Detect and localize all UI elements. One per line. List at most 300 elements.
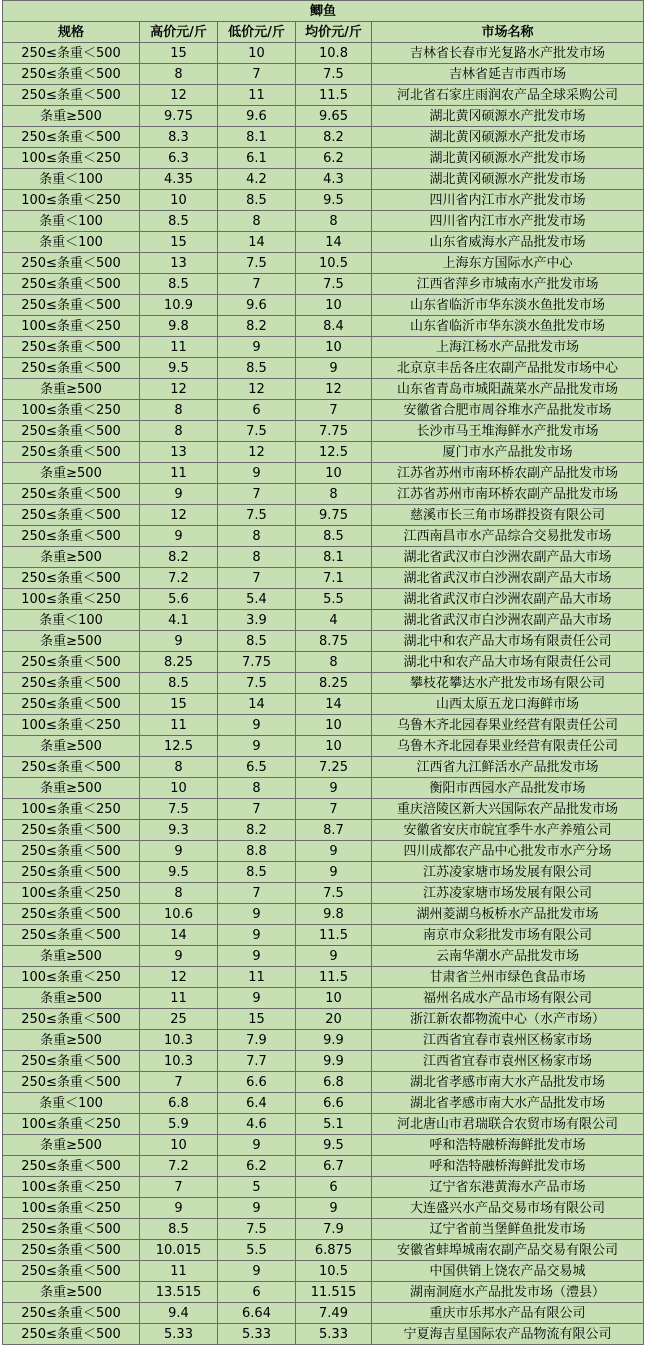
cell-spec: 条重≥500 — [3, 946, 140, 967]
cell-market-name: 河北省石家庄雨润农产品全球采购公司 — [372, 85, 644, 106]
cell-avg-price: 5.1 — [296, 1114, 372, 1135]
cell-avg-price: 9.75 — [296, 505, 372, 526]
cell-high-price: 9 — [140, 946, 218, 967]
cell-low-price: 9 — [218, 1135, 296, 1156]
cell-low-price: 9 — [218, 925, 296, 946]
cell-spec: 250≤条重＜500 — [3, 274, 140, 295]
cell-market-name: 呼和浩特融桥海鲜批发市场 — [372, 1135, 644, 1156]
cell-market-name: 上海东方国际水产中心 — [372, 253, 644, 274]
cell-spec: 250≤条重＜500 — [3, 673, 140, 694]
cell-avg-price: 7.49 — [296, 1303, 372, 1324]
table-row — [3, 967, 644, 988]
table-row — [3, 358, 644, 379]
table-row — [3, 379, 644, 400]
table-row — [3, 988, 644, 1009]
cell-high-price: 8.5 — [140, 274, 218, 295]
cell-avg-price: 10.5 — [296, 253, 372, 274]
cell-low-price: 8 — [218, 547, 296, 568]
cell-market-name: 湖北中和农产品大市场有限责任公司 — [372, 652, 644, 673]
table-row — [3, 1198, 644, 1219]
cell-low-price: 6 — [218, 400, 296, 421]
cell-market-name: 宁夏海吉星国际农产品物流有限公司 — [372, 1324, 644, 1345]
table-row — [3, 778, 644, 799]
cell-low-price: 6.2 — [218, 1156, 296, 1177]
cell-avg-price: 8.2 — [296, 127, 372, 148]
table-row — [3, 946, 644, 967]
table-row — [3, 463, 644, 484]
cell-market-name: 湖北省孝感市南大水产品批发市场 — [372, 1072, 644, 1093]
cell-avg-price: 6 — [296, 1177, 372, 1198]
cell-high-price: 25 — [140, 1009, 218, 1030]
cell-low-price: 7.5 — [218, 673, 296, 694]
cell-market-name: 乌鲁木齐北园春果业经营有限责任公司 — [372, 715, 644, 736]
cell-market-name: 湖北省武汉市白沙洲农副产品大市场 — [372, 589, 644, 610]
cell-low-price: 8.8 — [218, 841, 296, 862]
cell-spec: 100≤条重＜250 — [3, 715, 140, 736]
cell-spec: 条重≥500 — [3, 778, 140, 799]
cell-high-price: 9 — [140, 526, 218, 547]
cell-high-price: 10.9 — [140, 295, 218, 316]
table-row — [3, 526, 644, 547]
cell-avg-price: 9 — [296, 778, 372, 799]
cell-high-price: 7 — [140, 1177, 218, 1198]
cell-avg-price: 10 — [296, 988, 372, 1009]
cell-low-price: 8.2 — [218, 316, 296, 337]
cell-low-price: 9 — [218, 904, 296, 925]
cell-market-name: 安徽省安庆市皖宜季牛水产养殖公司 — [372, 820, 644, 841]
cell-high-price: 7.2 — [140, 1156, 218, 1177]
cell-high-price: 6.8 — [140, 1093, 218, 1114]
cell-market-name: 江西省九江鲜活水产品批发市场 — [372, 757, 644, 778]
cell-market-name: 湖北中和农产品大市场有限责任公司 — [372, 631, 644, 652]
cell-avg-price: 8.4 — [296, 316, 372, 337]
cell-market-name: 重庆市乐邦水产品有限公司 — [372, 1303, 644, 1324]
cell-low-price: 4.2 — [218, 169, 296, 190]
cell-high-price: 8.5 — [140, 211, 218, 232]
cell-low-price: 6.1 — [218, 148, 296, 169]
cell-market-name: 江苏省苏州市南环桥农副产品批发市场 — [372, 463, 644, 484]
cell-high-price: 8 — [140, 883, 218, 904]
cell-avg-price: 5.5 — [296, 589, 372, 610]
cell-spec: 250≤条重＜500 — [3, 1303, 140, 1324]
table-row — [3, 841, 644, 862]
cell-low-price: 11 — [218, 85, 296, 106]
cell-market-name: 呼和浩特融桥海鲜批发市场 — [372, 1156, 644, 1177]
cell-spec: 条重＜100 — [3, 1093, 140, 1114]
cell-market-name: 山东省临沂市华东淡水鱼批发市场 — [372, 295, 644, 316]
cell-avg-price: 10.8 — [296, 43, 372, 64]
cell-low-price: 6 — [218, 1282, 296, 1303]
cell-spec: 250≤条重＜500 — [3, 1072, 140, 1093]
table-row — [3, 421, 644, 442]
cell-high-price: 9.4 — [140, 1303, 218, 1324]
cell-low-price: 9 — [218, 736, 296, 757]
table-row — [3, 1114, 644, 1135]
cell-avg-price: 7 — [296, 400, 372, 421]
cell-low-price: 9 — [218, 1198, 296, 1219]
cell-avg-price: 8.1 — [296, 547, 372, 568]
table-title: 鲫鱼 — [3, 1, 644, 22]
cell-high-price: 9 — [140, 841, 218, 862]
cell-low-price: 7.5 — [218, 505, 296, 526]
table-row — [3, 589, 644, 610]
table-row — [3, 1240, 644, 1261]
cell-low-price: 7 — [218, 568, 296, 589]
table-row — [3, 169, 644, 190]
cell-avg-price: 8.25 — [296, 673, 372, 694]
table-row — [3, 1156, 644, 1177]
cell-high-price: 11 — [140, 715, 218, 736]
table-row — [3, 736, 644, 757]
cell-spec: 250≤条重＜500 — [3, 43, 140, 64]
cell-avg-price: 8 — [296, 484, 372, 505]
table-row — [3, 190, 644, 211]
cell-avg-price: 9 — [296, 358, 372, 379]
cell-market-name: 湖北省武汉市白沙洲农副产品大市场 — [372, 610, 644, 631]
cell-low-price: 7.7 — [218, 1051, 296, 1072]
cell-spec: 250≤条重＜500 — [3, 337, 140, 358]
cell-market-name: 吉林省长春市光复路水产批发市场 — [372, 43, 644, 64]
cell-low-price: 5 — [218, 1177, 296, 1198]
cell-spec: 250≤条重＜500 — [3, 925, 140, 946]
cell-high-price: 11 — [140, 1261, 218, 1282]
cell-avg-price: 7.9 — [296, 1219, 372, 1240]
cell-market-name: 山东省青岛市城阳蔬菜水产品批发市场 — [372, 379, 644, 400]
cell-low-price: 14 — [218, 232, 296, 253]
cell-spec: 条重≥500 — [3, 736, 140, 757]
table-row — [3, 1051, 644, 1072]
cell-high-price: 8 — [140, 757, 218, 778]
cell-market-name: 北京京丰岳各庄农副产品批发市场中心 — [372, 358, 644, 379]
cell-low-price: 8.1 — [218, 127, 296, 148]
cell-avg-price: 5.33 — [296, 1324, 372, 1345]
cell-low-price: 10 — [218, 43, 296, 64]
cell-avg-price: 14 — [296, 232, 372, 253]
table-row — [3, 400, 644, 421]
cell-low-price: 12 — [218, 442, 296, 463]
cell-high-price: 7 — [140, 1072, 218, 1093]
cell-avg-price: 8.5 — [296, 526, 372, 547]
table-row — [3, 1030, 644, 1051]
cell-low-price: 7.75 — [218, 652, 296, 673]
cell-low-price: 15 — [218, 1009, 296, 1030]
cell-avg-price: 9.9 — [296, 1030, 372, 1051]
cell-avg-price: 9 — [296, 946, 372, 967]
cell-high-price: 9.3 — [140, 820, 218, 841]
cell-low-price: 14 — [218, 694, 296, 715]
cell-spec: 250≤条重＜500 — [3, 904, 140, 925]
cell-low-price: 6.6 — [218, 1072, 296, 1093]
cell-high-price: 6.3 — [140, 148, 218, 169]
cell-avg-price: 9.65 — [296, 106, 372, 127]
table-row — [3, 610, 644, 631]
cell-avg-price: 4.3 — [296, 169, 372, 190]
cell-spec: 条重≥500 — [3, 547, 140, 568]
cell-market-name: 攀枝花攀达水产批发市场有限公司 — [372, 673, 644, 694]
cell-spec: 250≤条重＜500 — [3, 820, 140, 841]
cell-high-price: 11 — [140, 337, 218, 358]
cell-market-name: 湖北黄冈硕源水产批发市场 — [372, 106, 644, 127]
cell-market-name: 山东省威海水产品批发市场 — [372, 232, 644, 253]
cell-avg-price: 6.7 — [296, 1156, 372, 1177]
table-row — [3, 715, 644, 736]
table-row — [3, 694, 644, 715]
cell-high-price: 15 — [140, 43, 218, 64]
cell-market-name: 湖北省孝感市南大水产品批发市场 — [372, 1093, 644, 1114]
cell-avg-price: 20 — [296, 1009, 372, 1030]
cell-high-price: 5.33 — [140, 1324, 218, 1345]
cell-high-price: 8.5 — [140, 1219, 218, 1240]
cell-low-price: 8.5 — [218, 631, 296, 652]
table-row — [3, 274, 644, 295]
cell-spec: 条重≥500 — [3, 988, 140, 1009]
cell-avg-price: 11.515 — [296, 1282, 372, 1303]
cell-low-price: 7 — [218, 274, 296, 295]
cell-market-name: 湖北省武汉市白沙洲农副产品大市场 — [372, 568, 644, 589]
cell-high-price: 8 — [140, 421, 218, 442]
cell-avg-price: 8.75 — [296, 631, 372, 652]
cell-avg-price: 9.5 — [296, 1135, 372, 1156]
header-spec: 规格 — [3, 22, 140, 43]
cell-market-name: 河北唐山市君瑞联合农贸市场有限公司 — [372, 1114, 644, 1135]
cell-market-name: 长沙市马王堆海鲜水产批发市场 — [372, 421, 644, 442]
cell-spec: 250≤条重＜500 — [3, 568, 140, 589]
cell-high-price: 5.9 — [140, 1114, 218, 1135]
table-row — [3, 64, 644, 85]
cell-spec: 250≤条重＜500 — [3, 841, 140, 862]
cell-avg-price: 7.5 — [296, 64, 372, 85]
cell-spec: 条重≥500 — [3, 1030, 140, 1051]
cell-spec: 条重＜100 — [3, 610, 140, 631]
cell-market-name: 江西省宜春市袁州区杨家市场 — [372, 1030, 644, 1051]
table-row — [3, 85, 644, 106]
cell-high-price: 11 — [140, 463, 218, 484]
cell-market-name: 辽宁省前当堡鲜鱼批发市场 — [372, 1219, 644, 1240]
cell-avg-price: 6.6 — [296, 1093, 372, 1114]
table-row — [3, 505, 644, 526]
cell-market-name: 云南华潮水产品批发市场 — [372, 946, 644, 967]
cell-spec: 100≤条重＜250 — [3, 883, 140, 904]
cell-spec: 100≤条重＜250 — [3, 799, 140, 820]
cell-low-price: 7.5 — [218, 253, 296, 274]
cell-avg-price: 7.1 — [296, 568, 372, 589]
cell-high-price: 10 — [140, 778, 218, 799]
cell-avg-price: 11.5 — [296, 925, 372, 946]
table-row — [3, 1009, 644, 1030]
cell-market-name: 中国供销上饶农产品交易城 — [372, 1261, 644, 1282]
cell-spec: 250≤条重＜500 — [3, 295, 140, 316]
cell-avg-price: 7.5 — [296, 883, 372, 904]
cell-high-price: 10 — [140, 1135, 218, 1156]
cell-low-price: 4.6 — [218, 1114, 296, 1135]
cell-spec: 条重≥500 — [3, 106, 140, 127]
cell-spec: 250≤条重＜500 — [3, 505, 140, 526]
cell-low-price: 7 — [218, 883, 296, 904]
title-row — [3, 1, 644, 22]
cell-avg-price: 9.9 — [296, 1051, 372, 1072]
cell-market-name: 湖北省武汉市白沙洲农副产品大市场 — [372, 547, 644, 568]
cell-avg-price: 10 — [296, 463, 372, 484]
cell-spec: 100≤条重＜250 — [3, 400, 140, 421]
cell-high-price: 15 — [140, 694, 218, 715]
cell-low-price: 9.6 — [218, 106, 296, 127]
header-row — [3, 22, 644, 43]
table-row — [3, 127, 644, 148]
cell-spec: 250≤条重＜500 — [3, 862, 140, 883]
cell-high-price: 9.8 — [140, 316, 218, 337]
cell-high-price: 13 — [140, 253, 218, 274]
cell-spec: 250≤条重＜500 — [3, 1240, 140, 1261]
table-row — [3, 1324, 644, 1345]
header-avg-price: 均价元/斤 — [296, 22, 372, 43]
cell-low-price: 7.5 — [218, 1219, 296, 1240]
cell-avg-price: 14 — [296, 694, 372, 715]
cell-spec: 条重＜100 — [3, 211, 140, 232]
cell-spec: 250≤条重＜500 — [3, 526, 140, 547]
cell-spec: 100≤条重＜250 — [3, 1114, 140, 1135]
cell-high-price: 10.3 — [140, 1030, 218, 1051]
cell-high-price: 5.6 — [140, 589, 218, 610]
cell-avg-price: 12.5 — [296, 442, 372, 463]
cell-market-name: 江西省宜春市袁州区杨家市场 — [372, 1051, 644, 1072]
table-row — [3, 547, 644, 568]
cell-spec: 250≤条重＜500 — [3, 127, 140, 148]
cell-high-price: 11 — [140, 988, 218, 1009]
cell-high-price: 10.6 — [140, 904, 218, 925]
cell-low-price: 8.5 — [218, 358, 296, 379]
cell-low-price: 7 — [218, 799, 296, 820]
cell-low-price: 6.5 — [218, 757, 296, 778]
cell-low-price: 8.2 — [218, 820, 296, 841]
cell-avg-price: 7.75 — [296, 421, 372, 442]
cell-high-price: 10.015 — [140, 1240, 218, 1261]
cell-low-price: 7.5 — [218, 421, 296, 442]
cell-market-name: 湖北黄冈硕源水产批发市场 — [372, 169, 644, 190]
cell-spec: 250≤条重＜500 — [3, 1219, 140, 1240]
cell-low-price: 9.6 — [218, 295, 296, 316]
cell-low-price: 9 — [218, 337, 296, 358]
cell-spec: 250≤条重＜500 — [3, 421, 140, 442]
cell-low-price: 9 — [218, 715, 296, 736]
cell-low-price: 9 — [218, 988, 296, 1009]
cell-market-name: 湖州菱湖乌板桥水产品批发市场 — [372, 904, 644, 925]
cell-high-price: 8 — [140, 400, 218, 421]
cell-avg-price: 9.8 — [296, 904, 372, 925]
cell-spec: 250≤条重＜500 — [3, 1156, 140, 1177]
cell-avg-price: 10 — [296, 736, 372, 757]
cell-avg-price: 7 — [296, 799, 372, 820]
cell-avg-price: 6.8 — [296, 1072, 372, 1093]
cell-avg-price: 10.5 — [296, 1261, 372, 1282]
cell-high-price: 9 — [140, 631, 218, 652]
cell-market-name: 浙江新农都物流中心（水产市场） — [372, 1009, 644, 1030]
cell-spec: 条重＜100 — [3, 169, 140, 190]
cell-market-name: 四川成都农产品中心批发市水产分场 — [372, 841, 644, 862]
cell-market-name: 江西省萍乡市城南水产批发市场 — [372, 274, 644, 295]
cell-market-name: 乌鲁木齐北园春果业经营有限责任公司 — [372, 736, 644, 757]
cell-market-name: 江苏凌家塘市场发展有限公司 — [372, 883, 644, 904]
cell-avg-price: 8.7 — [296, 820, 372, 841]
cell-market-name: 江苏省苏州市南环桥农副产品批发市场 — [372, 484, 644, 505]
cell-spec: 250≤条重＜500 — [3, 1051, 140, 1072]
table-body — [3, 43, 644, 1345]
cell-avg-price: 8 — [296, 652, 372, 673]
cell-spec: 条重≥500 — [3, 631, 140, 652]
cell-spec: 250≤条重＜500 — [3, 484, 140, 505]
cell-high-price: 12 — [140, 505, 218, 526]
cell-low-price: 7 — [218, 64, 296, 85]
cell-market-name: 山东省临沂市华东淡水鱼批发市场 — [372, 316, 644, 337]
cell-avg-price: 7.25 — [296, 757, 372, 778]
cell-high-price: 12 — [140, 967, 218, 988]
table-row — [3, 106, 644, 127]
cell-high-price: 10.3 — [140, 1051, 218, 1072]
table-row — [3, 1219, 644, 1240]
cell-low-price: 6.64 — [218, 1303, 296, 1324]
cell-avg-price: 12 — [296, 379, 372, 400]
cell-avg-price: 10 — [296, 337, 372, 358]
cell-high-price: 8.25 — [140, 652, 218, 673]
cell-market-name: 湖北黄冈硕源水产批发市场 — [372, 148, 644, 169]
cell-spec: 250≤条重＜500 — [3, 757, 140, 778]
cell-market-name: 四川省内江市水产批发市场 — [372, 211, 644, 232]
table-row — [3, 820, 644, 841]
cell-spec: 250≤条重＜500 — [3, 1009, 140, 1030]
cell-low-price: 11 — [218, 967, 296, 988]
cell-low-price: 9 — [218, 1261, 296, 1282]
cell-spec: 250≤条重＜500 — [3, 442, 140, 463]
cell-spec: 250≤条重＜500 — [3, 652, 140, 673]
table-row — [3, 295, 644, 316]
cell-avg-price: 10 — [296, 715, 372, 736]
cell-spec: 100≤条重＜250 — [3, 148, 140, 169]
cell-high-price: 7.5 — [140, 799, 218, 820]
cell-low-price: 7 — [218, 484, 296, 505]
cell-avg-price: 9.5 — [296, 190, 372, 211]
cell-low-price: 7.9 — [218, 1030, 296, 1051]
cell-spec: 250≤条重＜500 — [3, 64, 140, 85]
cell-avg-price: 6.2 — [296, 148, 372, 169]
cell-high-price: 8.5 — [140, 673, 218, 694]
table-row — [3, 1072, 644, 1093]
cell-spec: 250≤条重＜500 — [3, 1261, 140, 1282]
cell-high-price: 13 — [140, 442, 218, 463]
cell-spec: 条重≥500 — [3, 463, 140, 484]
cell-high-price: 15 — [140, 232, 218, 253]
table-row — [3, 1093, 644, 1114]
cell-low-price: 5.4 — [218, 589, 296, 610]
cell-high-price: 12.5 — [140, 736, 218, 757]
cell-spec: 100≤条重＜250 — [3, 316, 140, 337]
cell-low-price: 8.5 — [218, 190, 296, 211]
cell-avg-price: 10 — [296, 295, 372, 316]
cell-spec: 条重＜100 — [3, 232, 140, 253]
cell-low-price: 3.9 — [218, 610, 296, 631]
cell-avg-price: 9 — [296, 1198, 372, 1219]
cell-market-name: 衡阳市西园水产品批发市场 — [372, 778, 644, 799]
header-high-price: 高价元/斤 — [140, 22, 218, 43]
cell-spec: 250≤条重＜500 — [3, 85, 140, 106]
cell-spec: 条重≥500 — [3, 379, 140, 400]
cell-low-price: 8 — [218, 526, 296, 547]
table-row — [3, 148, 644, 169]
table-row — [3, 1261, 644, 1282]
table-row — [3, 442, 644, 463]
cell-high-price: 9.5 — [140, 862, 218, 883]
cell-avg-price: 9 — [296, 841, 372, 862]
cell-high-price: 8 — [140, 64, 218, 85]
cell-market-name: 慈溪市长三角市场群投资有限公司 — [372, 505, 644, 526]
